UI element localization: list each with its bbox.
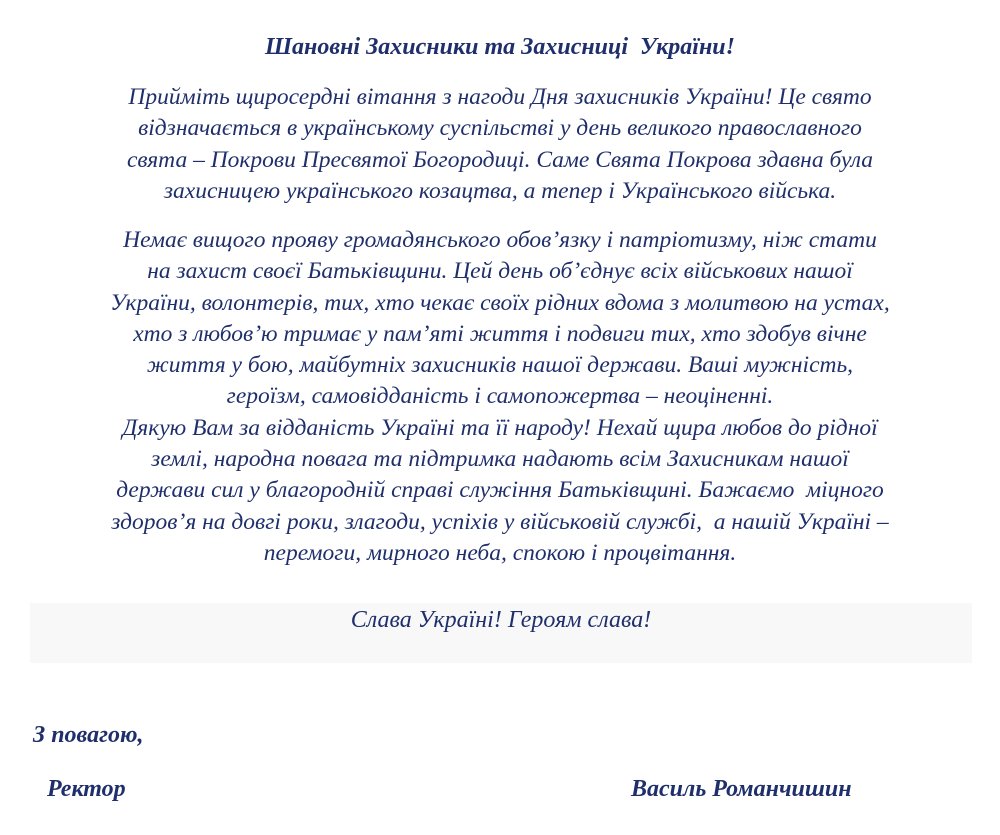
paragraph-line: хто з любов’ю тримає у пам’яті життя і подвиги тих, хто здобув вічне <box>133 320 867 347</box>
letter-title: Шановні Захисники та Захисниці України! <box>265 34 735 60</box>
paragraph-line: перемоги, мирного неба, спокою і процвітання. <box>263 539 737 566</box>
paragraph-line: держави сил у благородній справі служіння Батьківщині. Бажаємо міцного <box>116 477 884 504</box>
slogan: Слава Україні! Героям слава! <box>350 607 652 633</box>
paragraph-line: землі, народна повага та підтримка надають всім Захисникам нашої <box>151 446 849 473</box>
wishes-paragraph <box>30 225 970 569</box>
paragraph-line: життя у бою, майбутніх захисників нашої держави. Ваші мужність, <box>146 352 854 379</box>
closing-phrase: З повагою, <box>33 722 144 748</box>
paragraph-line: України, волонтерів, тих, хто чекає своїх рідних вдома з молитвою на устах, <box>110 289 890 316</box>
paragraph-line: свята – Покрови Пресвятої Богородиці. Саме Свята Покрова здавна була <box>126 146 874 173</box>
signer-name: Василь Романчишин <box>631 776 852 802</box>
paragraph-line: відзначається в українському суспільстві у день великого православного <box>138 115 862 142</box>
signer-position: Ректор <box>47 776 126 802</box>
paragraph-line: здоров’я на довгі роки, злагоди, успіхів у військовій службі, а нашій Україні – <box>111 508 889 535</box>
paragraph-line: захисницею українського козацтва, а тепер і Українського війська. <box>163 177 837 204</box>
paragraph-line: на захист своєї Батьківщини. Цей день об’єднує всіх військових нашої <box>147 258 853 285</box>
paragraph-line: героїзм, самовідданість і самопожертва – неоціненні. <box>226 383 774 410</box>
greeting-paragraph <box>30 82 970 207</box>
paragraph-line: Немає вищого прояву громадянського обов’язку і патріотизму, ніж стати <box>123 227 877 253</box>
paragraph-line: Дякую Вам за відданість Україні та її народу! Нехай щира любов до рідної <box>122 414 878 441</box>
paragraph-line: Прийміть щиросердні вітання з нагоди Дня захисників України! Це свято <box>128 84 872 110</box>
